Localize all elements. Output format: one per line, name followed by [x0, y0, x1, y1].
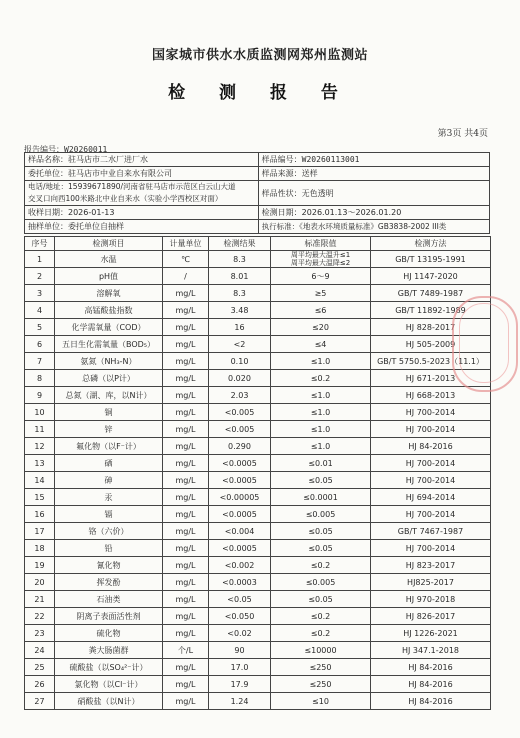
row-limit: ≤0.2 — [271, 625, 371, 642]
row-item: 总磷（以P计） — [55, 370, 163, 387]
row-method: HJ 505-2009 — [371, 336, 491, 353]
row-unit: mg/L — [163, 370, 209, 387]
row-method: GB/T 11892-1989 — [371, 302, 491, 319]
row-method: GB/T 7489-1987 — [371, 285, 491, 302]
table-row — [25, 540, 491, 557]
row-unit: / — [163, 268, 209, 285]
table-row — [25, 489, 491, 506]
row-no: 23 — [25, 625, 55, 642]
table-row — [25, 676, 491, 693]
row-result: <0.02 — [209, 625, 271, 642]
row-limit: ≤4 — [271, 336, 371, 353]
table-row — [25, 421, 491, 438]
row-method: HJ 828-2017 — [371, 319, 491, 336]
row-result: 8.3 — [209, 285, 271, 302]
sample-number — [258, 153, 489, 167]
row-limit: ≥5 — [271, 285, 371, 302]
row-unit: mg/L — [163, 693, 209, 710]
row-unit: mg/L — [163, 404, 209, 421]
header-result: 检测结果 — [209, 237, 271, 251]
row-no: 22 — [25, 608, 55, 625]
row-unit: mg/L — [163, 523, 209, 540]
sample-info-table — [24, 152, 490, 234]
row-unit: mg/L — [163, 285, 209, 302]
row-unit: mg/L — [163, 676, 209, 693]
row-result: <0.0005 — [209, 472, 271, 489]
header-no: 序号 — [25, 237, 55, 251]
row-item: 化学需氧量（COD） — [55, 319, 163, 336]
sample-source: 样品来源：送样 — [258, 167, 489, 181]
row-limit: ≤1.0 — [271, 353, 371, 370]
row-limit: ≤0.2 — [271, 370, 371, 387]
report-number-label: 报告编号： — [24, 145, 64, 154]
row-method: HJ 84-2016 — [371, 693, 491, 710]
table-row — [25, 506, 491, 523]
row-item: 铅 — [55, 540, 163, 557]
row-item: 砷 — [55, 472, 163, 489]
header-method: 检测方法 — [371, 237, 491, 251]
row-result: 1.24 — [209, 693, 271, 710]
row-method: GB/T 5750.5-2023（11.1） — [371, 353, 491, 370]
row-unit: mg/L — [163, 591, 209, 608]
row-no: 8 — [25, 370, 55, 387]
execution-standard: 执行标准：《地表水环境质量标准》GB3838-2002 III类 — [258, 220, 489, 234]
row-result: <0.005 — [209, 421, 271, 438]
row-limit: ≤250 — [271, 659, 371, 676]
table-row — [25, 625, 491, 642]
row-limit: ≤1.0 — [271, 387, 371, 404]
row-limit: 6～9 — [271, 268, 371, 285]
row-item: 硝酸盐（以N计） — [55, 693, 163, 710]
row-item: 铬（六价） — [55, 523, 163, 540]
row-method: HJ 84-2016 — [371, 676, 491, 693]
row-result: 17.0 — [209, 659, 271, 676]
row-limit: ≤10000 — [271, 642, 371, 659]
row-limit: ≤1.0 — [271, 438, 371, 455]
row-no: 13 — [25, 455, 55, 472]
row-result: <0.0005 — [209, 506, 271, 523]
client-unit: 委托单位：驻马店市中业自来水有限公司 — [25, 167, 259, 181]
row-limit: ≤1.0 — [271, 404, 371, 421]
row-unit: mg/L — [163, 455, 209, 472]
row-item: 氰化物 — [55, 557, 163, 574]
table-row — [25, 693, 491, 710]
row-item: 镉 — [55, 506, 163, 523]
row-item: 硫酸盐（以SO₄²⁻计） — [55, 659, 163, 676]
table-row — [25, 404, 491, 421]
row-no: 16 — [25, 506, 55, 523]
row-item: 高锰酸盐指数 — [55, 302, 163, 319]
table-row — [25, 438, 491, 455]
table-row — [25, 319, 491, 336]
row-item: 汞 — [55, 489, 163, 506]
table-row — [25, 455, 491, 472]
table-row — [25, 608, 491, 625]
client-address — [25, 181, 259, 206]
row-item: 阴离子表面活性剂 — [55, 608, 163, 625]
table-row — [25, 642, 491, 659]
row-no: 15 — [25, 489, 55, 506]
row-method: HJ 668-2013 — [371, 387, 491, 404]
row-limit: ≤0.05 — [271, 540, 371, 557]
row-method: HJ 1226-2021 — [371, 625, 491, 642]
table-row — [25, 557, 491, 574]
row-unit: mg/L — [163, 353, 209, 370]
row-item: 氯化物（以Cl⁻计） — [55, 676, 163, 693]
row-method: HJ 700-2014 — [371, 540, 491, 557]
row-no: 18 — [25, 540, 55, 557]
row-result: 0.290 — [209, 438, 271, 455]
table-row — [25, 251, 491, 268]
row-no: 1 — [25, 251, 55, 268]
table-row — [25, 574, 491, 591]
row-method: HJ 1147-2020 — [371, 268, 491, 285]
row-result: 90 — [209, 642, 271, 659]
table-row — [25, 268, 491, 285]
row-result: 8.01 — [209, 268, 271, 285]
row-method: HJ 700-2014 — [371, 506, 491, 523]
row-unit: mg/L — [163, 421, 209, 438]
row-limit: ≤250 — [271, 676, 371, 693]
row-no: 4 — [25, 302, 55, 319]
row-unit: mg/L — [163, 438, 209, 455]
row-method: HJ 84-2016 — [371, 659, 491, 676]
row-no: 27 — [25, 693, 55, 710]
row-no: 7 — [25, 353, 55, 370]
row-method: HJ 700-2014 — [371, 455, 491, 472]
row-result: 0.10 — [209, 353, 271, 370]
table-row — [25, 302, 491, 319]
row-method: HJ 970-2018 — [371, 591, 491, 608]
row-no: 19 — [25, 557, 55, 574]
header-limit: 标准限值 — [271, 237, 371, 251]
row-unit: mg/L — [163, 336, 209, 353]
row-result: 3.48 — [209, 302, 271, 319]
row-no: 9 — [25, 387, 55, 404]
row-unit: mg/L — [163, 540, 209, 557]
row-result: <0.004 — [209, 523, 271, 540]
table-row — [25, 387, 491, 404]
row-result: 8.3 — [209, 251, 271, 268]
row-item: 氟化物（以F⁻计） — [55, 438, 163, 455]
row-unit: mg/L — [163, 489, 209, 506]
row-result: <0.050 — [209, 608, 271, 625]
row-unit: mg/L — [163, 506, 209, 523]
row-no: 17 — [25, 523, 55, 540]
sampling-unit: 抽样单位：委托单位自抽样 — [25, 220, 259, 234]
test-date: 检测日期：2026.01.13～2026.01.20 — [258, 206, 489, 220]
row-limit: ≤0.0001 — [271, 489, 371, 506]
row-method: HJ 700-2014 — [371, 472, 491, 489]
row-unit: mg/L — [163, 319, 209, 336]
row-unit: mg/L — [163, 659, 209, 676]
table-row — [25, 523, 491, 540]
row-item: 五日生化需氧量（BOD₅） — [55, 336, 163, 353]
row-method: HJ825-2017 — [371, 574, 491, 591]
table-row — [25, 353, 491, 370]
row-limit: ≤0.05 — [271, 523, 371, 540]
row-no: 3 — [25, 285, 55, 302]
header-unit: 计量单位 — [163, 237, 209, 251]
row-limit: ≤0.05 — [271, 472, 371, 489]
sample-property: 样品性状：无色透明 — [258, 181, 489, 206]
row-limit: ≤0.005 — [271, 574, 371, 591]
row-no: 2 — [25, 268, 55, 285]
row-unit: mg/L — [163, 472, 209, 489]
row-no: 12 — [25, 438, 55, 455]
row-no: 14 — [25, 472, 55, 489]
row-method: HJ 700-2014 — [371, 421, 491, 438]
row-item: 硫化物 — [55, 625, 163, 642]
address-line-2: 交叉口向西100米路北中业自来水（实验小学西校区对面） — [28, 194, 223, 203]
row-limit: ≤0.01 — [271, 455, 371, 472]
row-no: 6 — [25, 336, 55, 353]
results-body — [25, 251, 491, 710]
row-unit: mg/L — [163, 608, 209, 625]
row-method: GB/T 13195-1991 — [371, 251, 491, 268]
row-unit: mg/L — [163, 557, 209, 574]
table-row — [25, 591, 491, 608]
row-no: 5 — [25, 319, 55, 336]
row-item: 粪大肠菌群 — [55, 642, 163, 659]
results-table — [24, 236, 491, 710]
row-limit: ≤0.05 — [271, 591, 371, 608]
row-limit-line: 周平均最大温降≤2 — [290, 259, 351, 267]
row-method: HJ 347.1-2018 — [371, 642, 491, 659]
row-method: HJ 694-2014 — [371, 489, 491, 506]
header-item: 检测项目 — [55, 237, 163, 251]
row-result: <0.0003 — [209, 574, 271, 591]
official-seal-inner — [459, 303, 509, 383]
report-title: 检 测 报 告 — [168, 83, 352, 103]
row-no: 10 — [25, 404, 55, 421]
receive-date: 收样日期：2026-01-13 — [25, 206, 259, 220]
row-unit: 个/L — [163, 642, 209, 659]
row-item: 硒 — [55, 455, 163, 472]
row-no: 21 — [25, 591, 55, 608]
row-method: HJ 826-2017 — [371, 608, 491, 625]
row-result: 16 — [209, 319, 271, 336]
table-row — [25, 659, 491, 676]
row-result: <0.00005 — [209, 489, 271, 506]
row-limit: ≤6 — [271, 302, 371, 319]
row-result: <0.002 — [209, 557, 271, 574]
report-number-value: W20260011 — [64, 145, 108, 154]
row-result: <0.05 — [209, 591, 271, 608]
row-item: 水温 — [55, 251, 163, 268]
row-no: 20 — [25, 574, 55, 591]
row-result: 17.9 — [209, 676, 271, 693]
table-row — [25, 285, 491, 302]
row-item: 铜 — [55, 404, 163, 421]
sample-number-label: 样品编号： — [261, 155, 302, 164]
row-limit: ≤20 — [271, 319, 371, 336]
row-result: 2.03 — [209, 387, 271, 404]
results-header-row — [25, 237, 491, 251]
row-unit: ℃ — [163, 251, 209, 268]
row-method: HJ 700-2014 — [371, 404, 491, 421]
row-unit: mg/L — [163, 625, 209, 642]
row-result: <0.0005 — [209, 455, 271, 472]
row-item: 石油类 — [55, 591, 163, 608]
table-row — [25, 370, 491, 387]
row-limit: ≤10 — [271, 693, 371, 710]
row-method: HJ 671-2013 — [371, 370, 491, 387]
row-no: 11 — [25, 421, 55, 438]
row-result: <0.0005 — [209, 540, 271, 557]
row-result: 0.020 — [209, 370, 271, 387]
table-row — [25, 472, 491, 489]
row-item: 氨氮（NH₃-N） — [55, 353, 163, 370]
table-row — [25, 336, 491, 353]
row-result: <2 — [209, 336, 271, 353]
row-limit: ≤0.2 — [271, 608, 371, 625]
row-method: HJ 84-2016 — [371, 438, 491, 455]
row-method: HJ 823-2017 — [371, 557, 491, 574]
row-item: 锌 — [55, 421, 163, 438]
page-number: 第3页 共4页 — [437, 129, 488, 139]
row-limit: ≤1.0 — [271, 421, 371, 438]
row-no: 26 — [25, 676, 55, 693]
address-line-1: 电话/地址：15939671890/河南省驻马店市示范区白云山大道 — [28, 182, 236, 191]
org-name: 国家城市供水水质监测网郑州监测站 — [151, 48, 368, 63]
row-limit: ≤0.005 — [271, 506, 371, 523]
row-no: 25 — [25, 659, 55, 676]
row-item: 总氮（湖、库，以N计） — [55, 387, 163, 404]
sample-number-value: W20260113001 — [301, 155, 360, 164]
row-limit: ≤0.2 — [271, 557, 371, 574]
row-item: 挥发酚 — [55, 574, 163, 591]
row-unit: mg/L — [163, 302, 209, 319]
row-unit: mg/L — [163, 574, 209, 591]
row-no: 24 — [25, 642, 55, 659]
row-item: 溶解氧 — [55, 285, 163, 302]
row-limit-line: 周平均最大温升≤1 — [290, 251, 351, 259]
sample-name: 样品名称：驻马店市二水厂进厂水 — [25, 153, 259, 167]
row-result: <0.005 — [209, 404, 271, 421]
row-unit: mg/L — [163, 387, 209, 404]
row-limit — [271, 251, 371, 268]
row-method: GB/T 7467-1987 — [371, 523, 491, 540]
row-item: pH值 — [55, 268, 163, 285]
